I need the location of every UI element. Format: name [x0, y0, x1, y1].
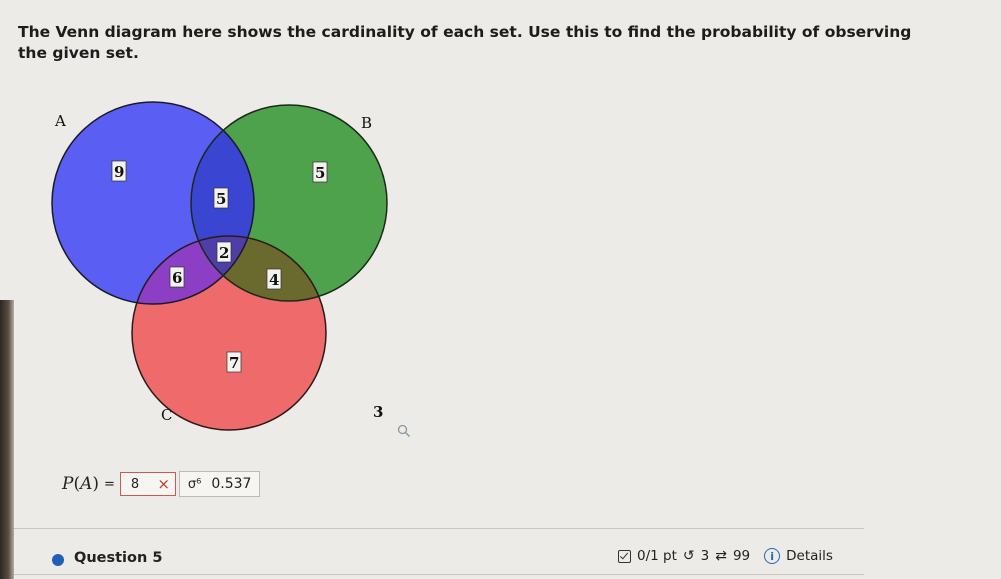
svg-text:5: 5 [315, 164, 326, 182]
details-link[interactable]: Details [786, 548, 833, 564]
svg-text:4: 4 [269, 271, 280, 289]
equals-sign: = [104, 476, 115, 492]
incorrect-x-icon: × [157, 475, 170, 493]
region-bc-only [267, 269, 281, 289]
info-icon[interactable]: i [764, 548, 780, 564]
region-abc [217, 242, 231, 262]
svg-text:5: 5 [216, 190, 227, 208]
venn-circles [52, 102, 387, 430]
svg-text:9: 9 [114, 163, 125, 181]
attempts-icon: ⇄ [715, 548, 727, 564]
region-a-only [112, 161, 126, 181]
retries-count: 3 [700, 548, 710, 564]
retry-icon: ↺ [682, 548, 695, 564]
region-outside: 3 [373, 403, 384, 421]
sigma-icon: σ⁶ [187, 476, 202, 492]
question-footer [40, 544, 880, 572]
region-b-only [313, 162, 327, 182]
checkbox-icon [618, 550, 631, 563]
region-ab-only [214, 188, 228, 208]
venn-diagram [0, 0, 430, 445]
attempts-count: 99 [732, 548, 751, 564]
answer-input-value: 8 [130, 476, 140, 492]
region-c-only [227, 352, 241, 372]
search-icon[interactable] [397, 424, 411, 438]
score-group [618, 544, 839, 568]
set-c-label: C [161, 406, 173, 424]
question-text: The Venn diagram here shows the cardinality of each set. Use this to find the probability of observing the given set. [18, 23, 912, 62]
answer-input[interactable] [120, 472, 176, 496]
region-ac-only [170, 267, 184, 287]
score-text: 0/1 pt [637, 548, 677, 564]
svg-text:7: 7 [229, 354, 240, 372]
question-status-dot [52, 554, 64, 566]
svg-text:6: 6 [172, 269, 183, 287]
probability-label: P(A) [62, 474, 100, 494]
correct-answer-value: 0.537 [211, 476, 252, 492]
svg-text:2: 2 [219, 244, 230, 262]
set-a-label: A [55, 112, 66, 130]
set-b-label: B [361, 114, 373, 132]
footer-divider-bottom [14, 574, 864, 575]
correct-answer-feedback [179, 471, 261, 497]
footer-divider-top [14, 528, 864, 529]
answer-row [62, 470, 260, 498]
question-number: Question 5 [74, 550, 163, 566]
